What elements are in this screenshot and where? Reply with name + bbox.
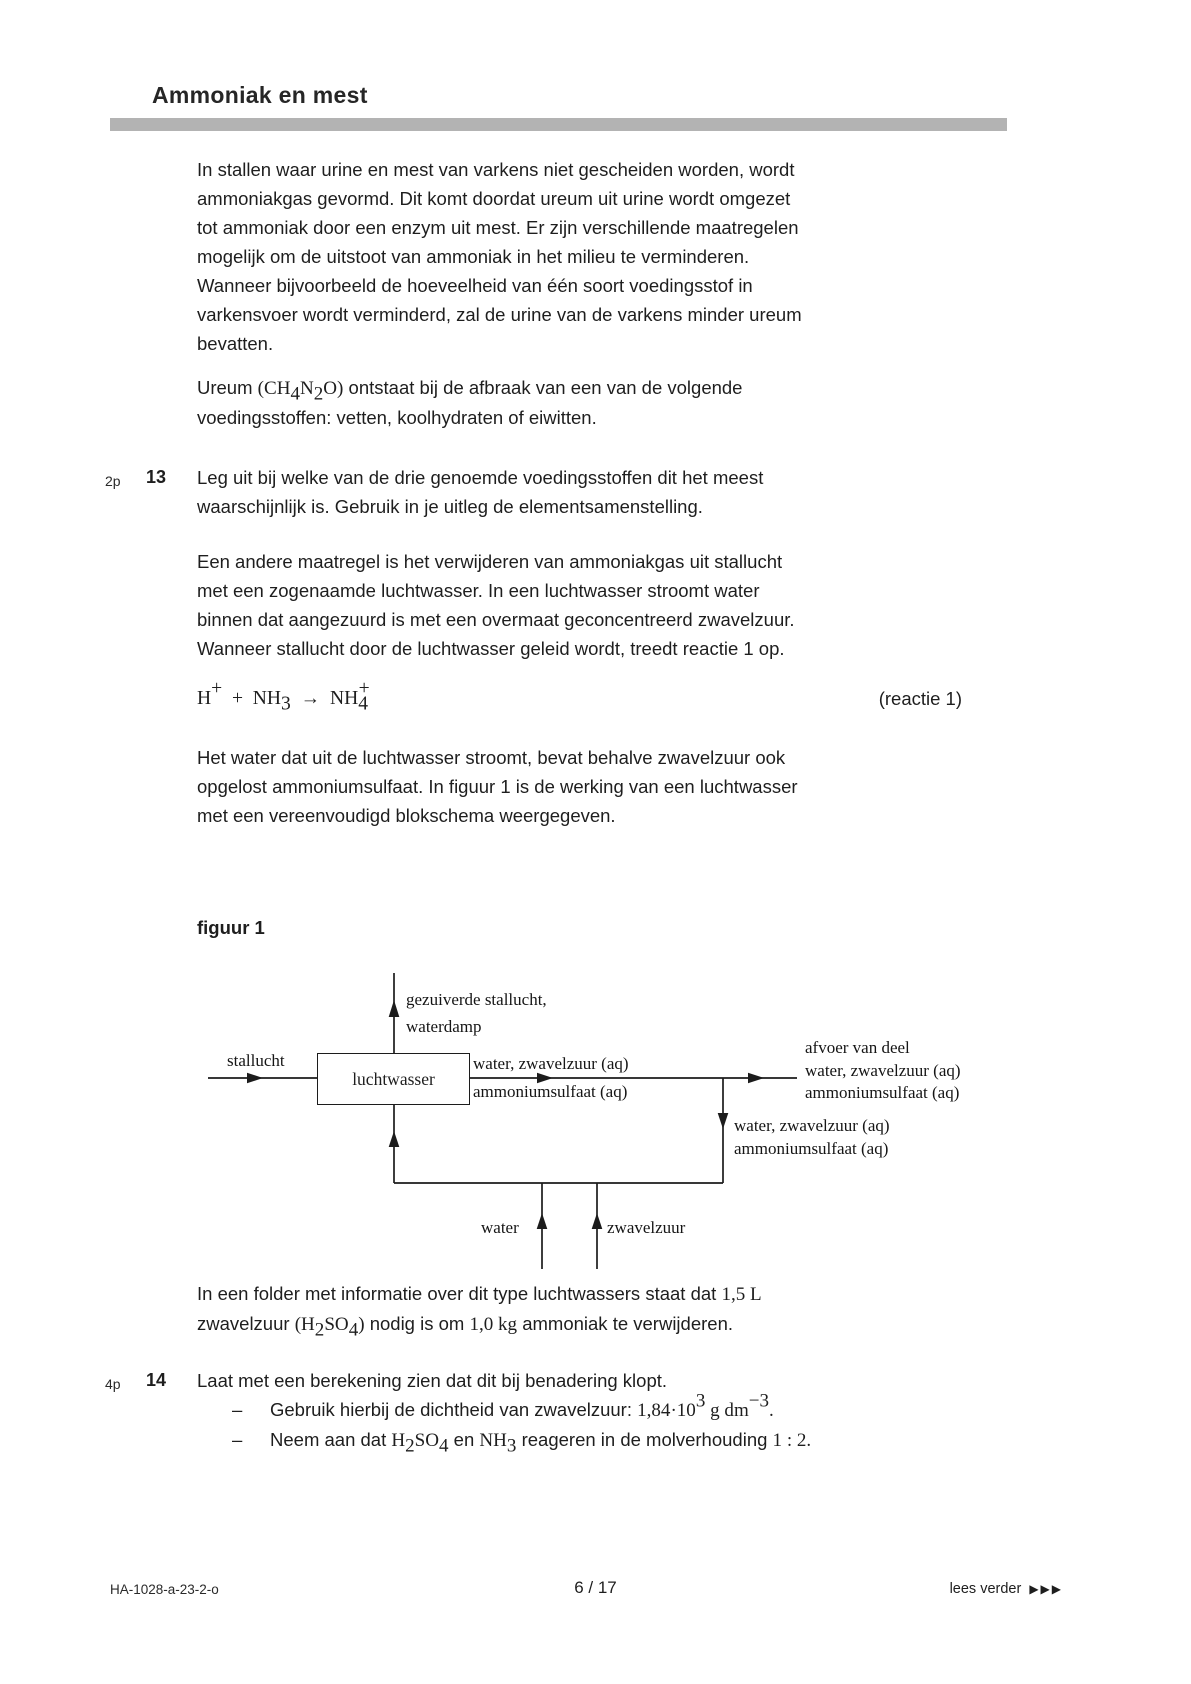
figure-label-out-above: water, zwavelzuur (aq) bbox=[473, 1054, 629, 1073]
question-13 bbox=[0, 463, 1040, 521]
folder-paragraph: In een folder met informatie over dit type luchtwassers staat dat 1,5 L zwavelzuur $(H_2SO_4)$ nodig is om 1,0 kg ammoniak te verwijderen. bbox=[197, 1283, 762, 1341]
footer-next-label: lees verder bbox=[949, 1581, 1022, 1597]
question-14-text: Laat met een berekening zien dat dit bij benadering klopt. bbox=[197, 1370, 668, 1391]
question-bullet: – Neem aan dat $H_2SO_4$ en $NH_3$ reageren in de molverhouding 1 : 2. bbox=[232, 1429, 812, 1457]
question-14-bullets bbox=[197, 1390, 1040, 1457]
figure-label-clean-air: gezuiverde stallucht, waterdamp bbox=[406, 990, 547, 1036]
ureum-paragraph: Ureum $(CH_4N_2O)$ ontstaat bij de afbraak van een van de volgende voedingsstoffen: vetten, koolhydraten of eiwitten. bbox=[197, 377, 743, 428]
measures-paragraph: Een andere maatregel is het verwijderen van ammoniakgas uit stallucht met een zogenaamde luchtwasser. In een luchtwasser stroomt water binnen dat aangezuurd is met een overmaat geconcentreerd zwavelzuur. Wanneer stallucht door de luchtwasser geleid wordt, treedt reactie 1 op. bbox=[197, 551, 795, 659]
water-out-paragraph: Het water dat uit de luchtwasser stroomt, bevat behalve zwavelzuur ook opgelost ammoniumsulfaat. In figuur 1 is de werking van een luchtwasser met een vereenvoudigd blokschema weergegeven. bbox=[197, 747, 798, 826]
question-13-points: 2p bbox=[105, 473, 121, 489]
next-page-arrows-icon: ▶▶▶ bbox=[1029, 1582, 1063, 1596]
question-14-number: 14 bbox=[146, 1370, 167, 1390]
page-footer bbox=[0, 1578, 1191, 1608]
reaction-equation bbox=[197, 678, 962, 715]
figure-heading: figuur 1 bbox=[197, 917, 265, 938]
question-14 bbox=[0, 1366, 1040, 1455]
footer-lees-verder bbox=[950, 1581, 1063, 1597]
figure-label-recirculation: water, zwavelzuur (aq) ammoniumsulfaat (aq) bbox=[734, 1116, 890, 1158]
intro-paragraph: In stallen waar urine en mest van varkens niet gescheiden worden, wordt ammoniakgas gevormd. Dit komt doordat ureum uit urine wordt omgezet tot ammoniak door een enzym uit mest. Er zijn verschillende maatregelen mogelijk om de uitstoot van ammoniak in het milieu te verminderen. Wanneer bijvoorbeeld de hoeveelheid van één soort voedingsstof in varkensvoer wordt verminderd, zal de urine van de varkens minder ureum bevatten. bbox=[197, 159, 802, 354]
page-title: Ammoniak en mest bbox=[152, 82, 368, 108]
reaction-label: (reactie 1) bbox=[878, 688, 962, 709]
figure-label-water-in: water bbox=[481, 1218, 519, 1237]
question-14-points: 4p bbox=[105, 1376, 121, 1392]
footer-document-code: HA-1028-a-23-2-o bbox=[110, 1582, 219, 1597]
figure-1-block-diagram bbox=[200, 965, 1060, 1275]
question-13-text: Leg uit bij welke van de drie genoemde voedingsstoffen dit het meest waarschijnlijk is. Gebruik in je uitleg de elementsamenstelling. bbox=[197, 467, 764, 517]
luchtwasser-box: luchtwasser bbox=[317, 1053, 470, 1105]
figure-label-out-below: ammoniumsulfaat (aq) bbox=[473, 1082, 628, 1101]
figure-label-discharge: afvoer van deel water, zwavelzuur (aq) ammoniumsulfaat (aq) bbox=[805, 1038, 961, 1102]
reaction-formula: $H^+ + NH_3 \to NH_4^+$ bbox=[197, 678, 370, 715]
question-bullet: – Gebruik hierbij de dichtheid van zwavelzuur: $1,84\cdot 10^3$ g $dm^{-3}$. bbox=[232, 1390, 774, 1421]
figure-label-zwavelzuur-in: zwavelzuur bbox=[607, 1218, 686, 1237]
footer-page-number: 6 / 17 bbox=[574, 1578, 617, 1597]
figure-label-stallucht: stallucht bbox=[227, 1051, 285, 1070]
title-rule bbox=[110, 118, 1007, 131]
question-13-number: 13 bbox=[146, 467, 167, 487]
